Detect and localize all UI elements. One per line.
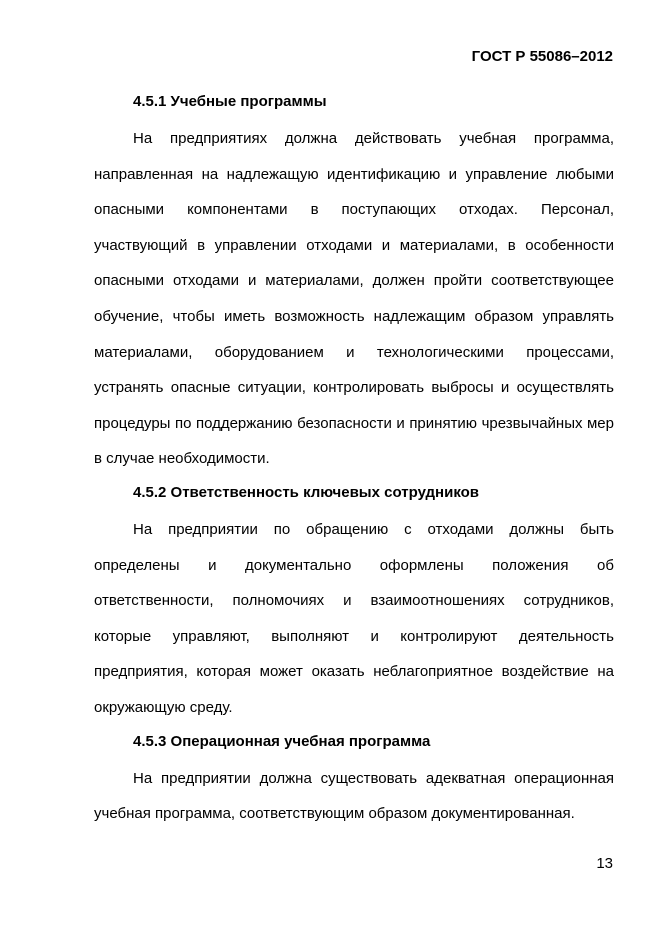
document-body (94, 91, 614, 837)
section-4-5-3 (94, 731, 614, 832)
section-paragraph: На предприятии по обращению с отходами должны быть определены и документально оформлены положения об ответственности, полномочиях и взаимоотношениях сотрудников, которые управляют, выполняют и контролируют деятельность предприятия, которая может оказать неблагоприятное воздействие на окружающую среду. (94, 520, 614, 716)
section-4-5-1 (94, 91, 614, 477)
section-paragraph: На предприятии должна существовать адекватная операционная учебная программа, соответствующим образом документированная. (94, 769, 614, 823)
page-number: 13 (596, 855, 613, 872)
document-header (472, 48, 613, 65)
page-footer (596, 855, 613, 872)
section-paragraph: На предприятиях должна действовать учебная программа, направленная на надлежащую идентификацию и управление любыми опасными компонентами в поступающих отходах. Персонал, участвующий в управлении отходами и материалами, в особенности опасными отходами и материалами, должен пройти соответствующее обучение, чтобы иметь возможность надлежащим образом управлять материалами, оборудованием и технологическими процессами, устранять опасные ситуации, контролировать выбросы и осуществлять процедуры по поддержанию безопасности и принятию чрезвычайных мер в случае необходимости. (94, 130, 614, 468)
section-heading: 4.5.2 Ответственность ключевых сотрудников (133, 483, 480, 501)
section-4-5-2 (94, 482, 614, 726)
section-heading: 4.5.3 Операционная учебная программа (133, 732, 431, 750)
section-heading: 4.5.1 Учебные программы (133, 93, 327, 110)
standard-number: ГОСТ Р 55086–2012 (471, 48, 613, 65)
